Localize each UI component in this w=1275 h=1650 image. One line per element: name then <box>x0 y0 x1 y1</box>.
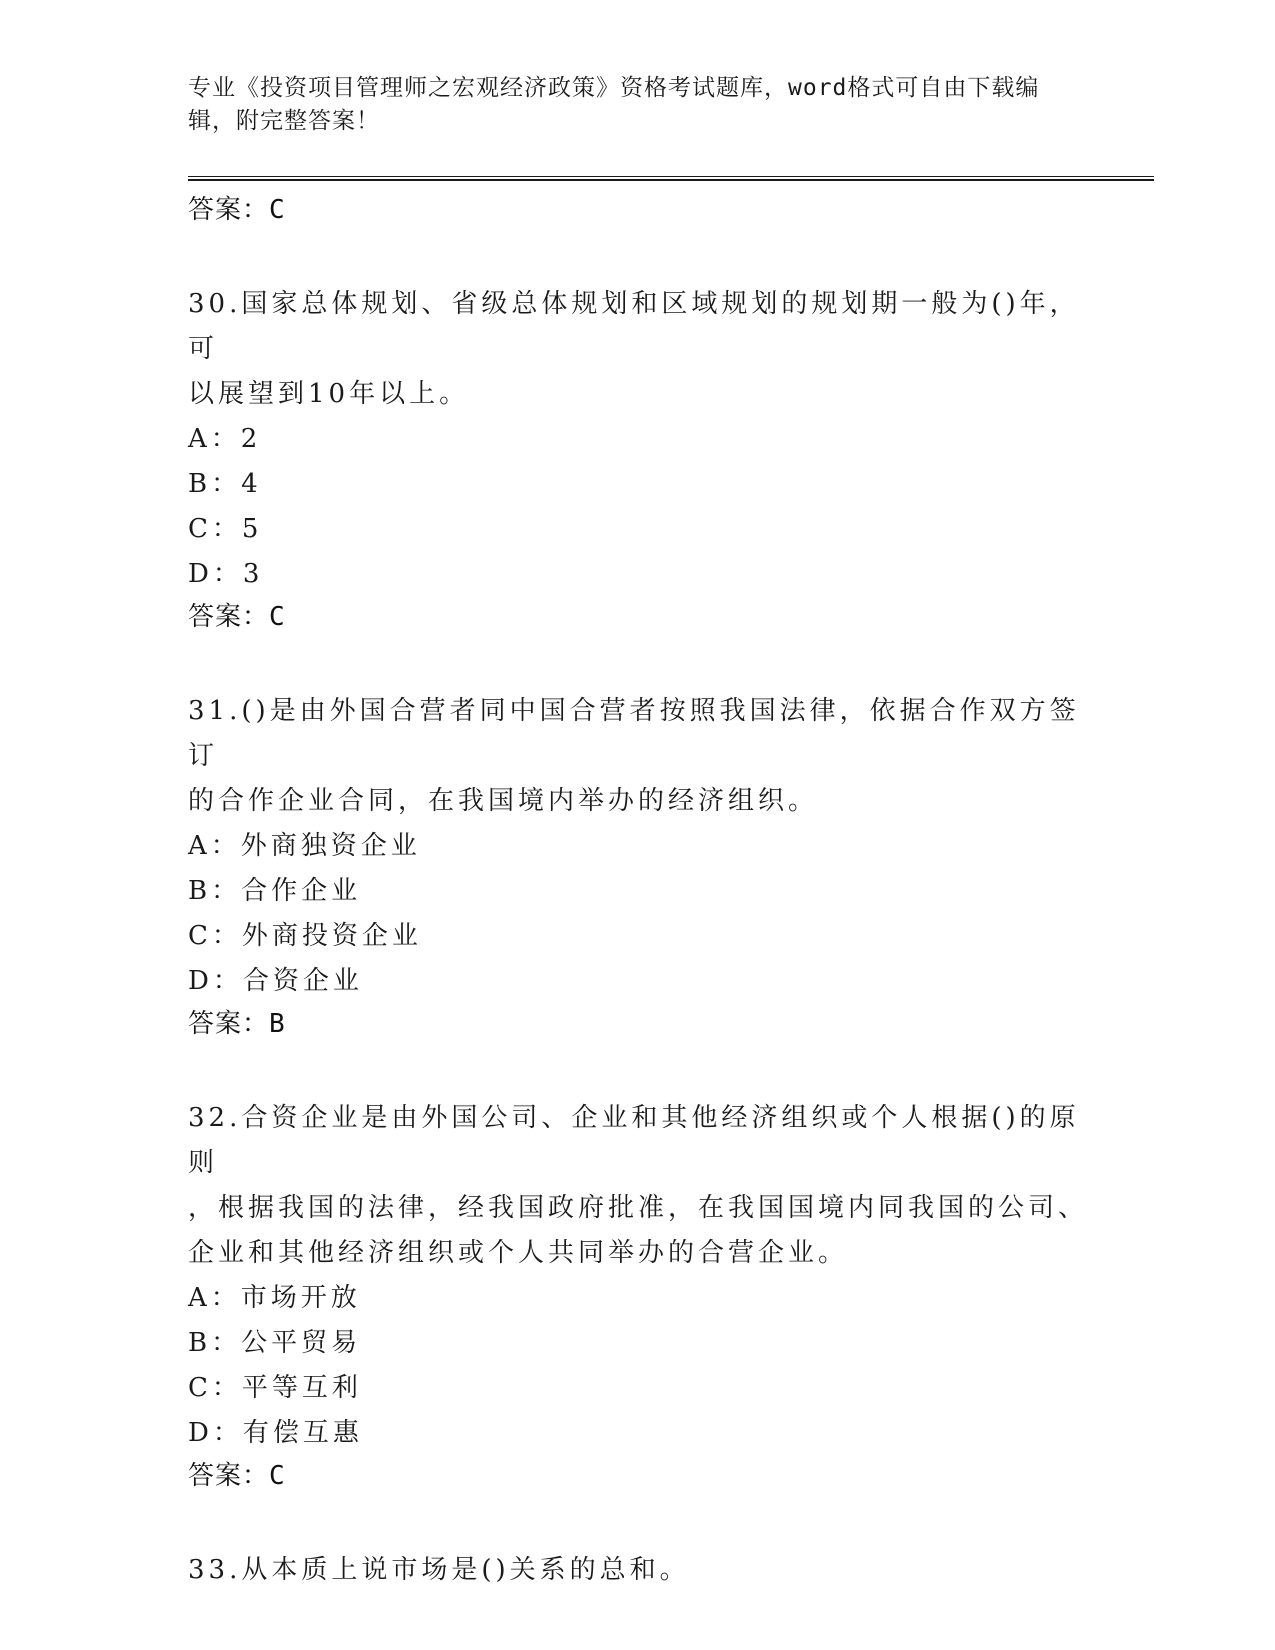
option-b: B：公平贸易 <box>188 1328 362 1358</box>
question-list <box>188 190 1088 1593</box>
option-b: B：合作企业 <box>188 876 362 906</box>
header-line: 专业《投资项目管理师之宏观经济政策》资格考试题库，word格式可自由下载编 <box>188 75 1040 101</box>
question-stem: 32.合资企业是由外国公司、企业和其他经济组织或个人根据()的原则 <box>188 1103 1080 1178</box>
option-c: C：外商投资企业 <box>188 921 422 951</box>
question-stem: 33.从本质上说市场是()关系的总和。 <box>188 1555 690 1585</box>
option-b: B：4 <box>188 469 262 499</box>
option-c: C：平等互利 <box>188 1373 362 1403</box>
question-stem: 企业和其他经济组织或个人共同举办的合营企业。 <box>188 1238 849 1268</box>
option-d: D：合资企业 <box>188 966 363 996</box>
answer-line: 答案：C <box>188 195 286 225</box>
answer-line: 答案：C <box>188 602 286 632</box>
option-d: D：有偿互惠 <box>188 1418 363 1448</box>
question-32 <box>188 1096 1088 1496</box>
option-a: A：2 <box>188 424 262 454</box>
option-a: A：市场开放 <box>188 1283 361 1313</box>
question-stem: 31.()是由外国合营者同中国合营者按照我国法律，依据合作双方签订 <box>188 696 1080 771</box>
question-stem: ，根据我国的法律，经我国政府批准，在我国国境内同我国的公司、 <box>188 1193 1089 1223</box>
header-line: 辑，附完整答案！ <box>188 108 380 134</box>
header-divider <box>188 176 1154 181</box>
question-31 <box>188 689 1088 1044</box>
option-d: D：3 <box>188 559 264 589</box>
answer-line: 答案：B <box>188 1009 286 1039</box>
question-stem: 的合作企业合同，在我国境内举办的经济组织。 <box>188 786 819 816</box>
question-stem: 30.国家总体规划、省级总体规划和区域规划的规划期一般为()年，可 <box>188 289 1080 364</box>
option-a: A：外商独资企业 <box>188 831 421 861</box>
answer-line: 答案：C <box>188 1461 286 1491</box>
question-stem: 以展望到10年以上。 <box>188 379 470 409</box>
option-c: C：5 <box>188 514 263 544</box>
question-33 <box>188 1548 1088 1593</box>
document-header <box>188 72 1088 138</box>
question-30 <box>188 282 1088 637</box>
